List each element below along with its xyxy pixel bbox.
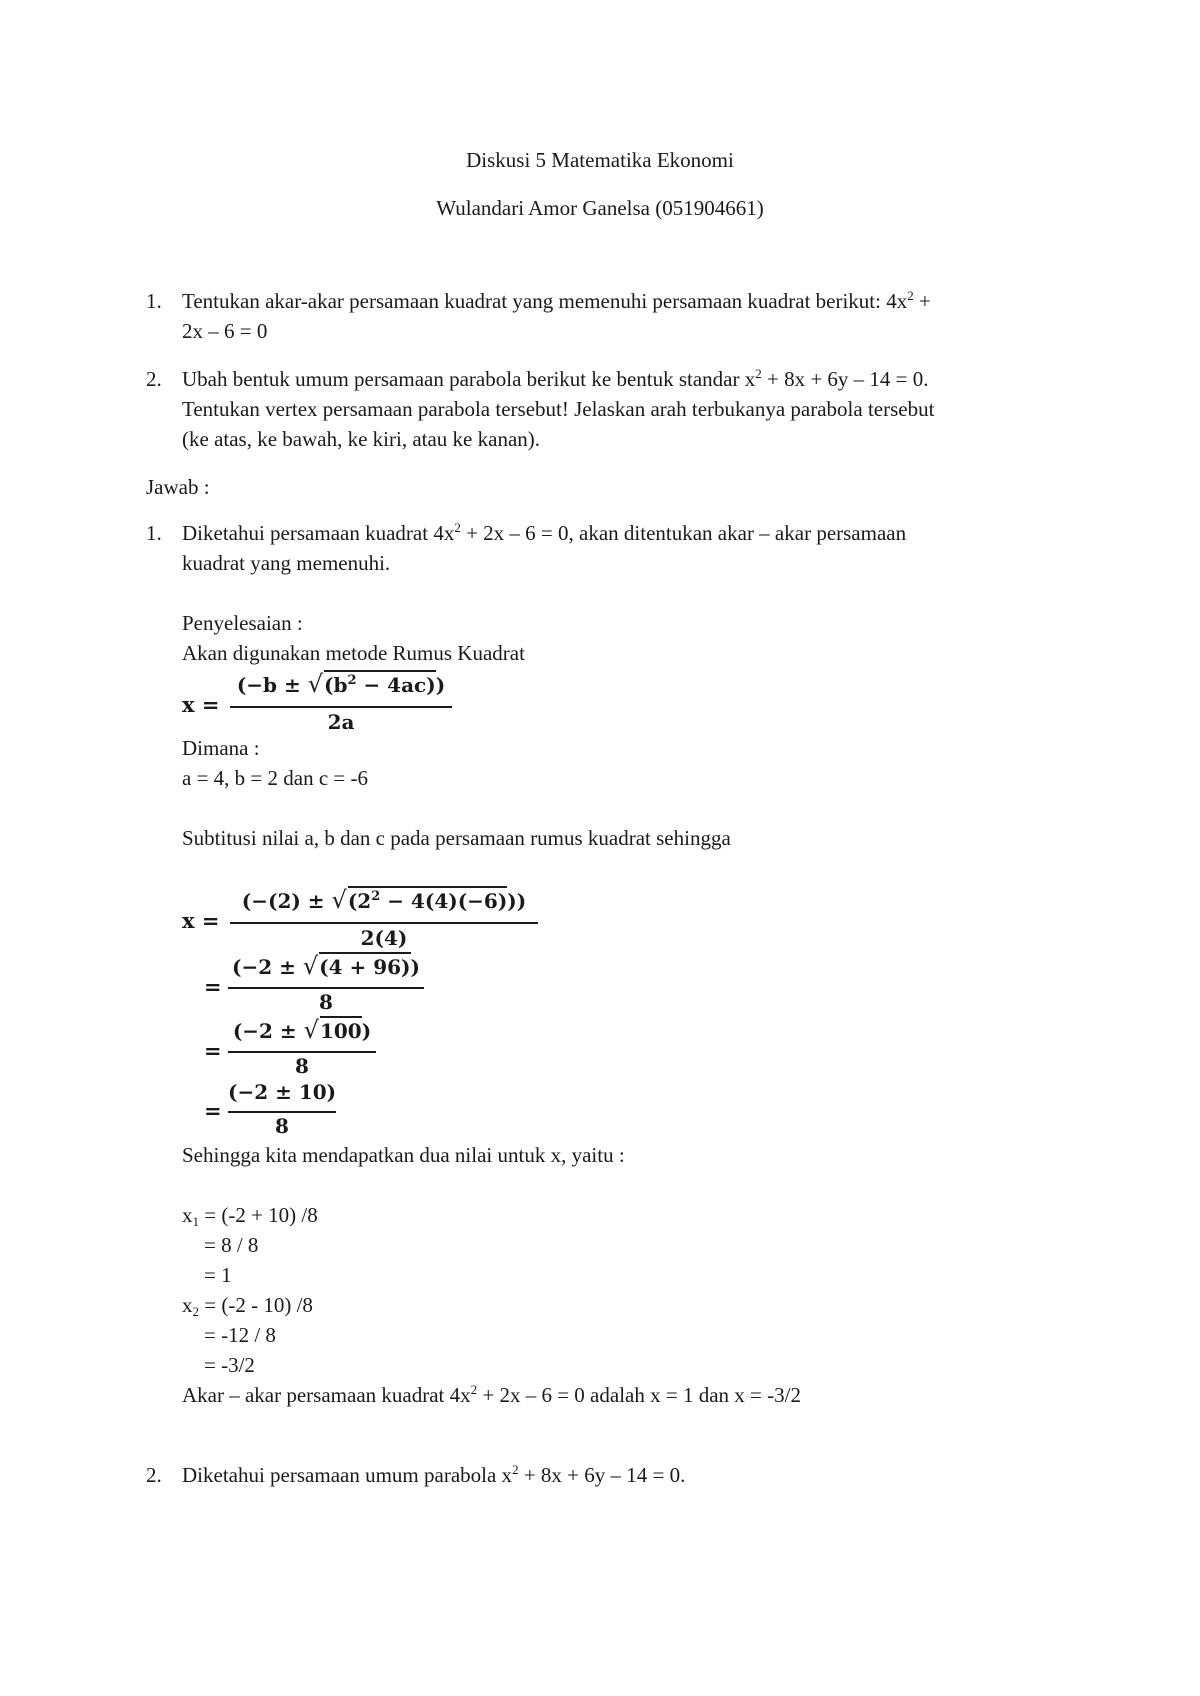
step-2-numerator: (−2 ± √(4 + 96)) <box>232 952 420 980</box>
step-3-numerator: (−2 ± √100) <box>232 1016 372 1044</box>
answer-1-line-1: Diketahui persamaan kuadrat $4x^2 + 2x - 6 = 0$, akan ditentukan akar – akar persamaan <box>182 520 907 545</box>
substitution-text: Subtitusi nilai a, b dan c pada persamaan rumus kuadrat sehingga <box>182 826 731 850</box>
question-2-number: 2. <box>146 367 162 391</box>
x2-line-3: = -3/2 <box>204 1353 255 1377</box>
question-2-line-2: Tentukan vertex persamaan parabola tersebut! Jelaskan arah terbukanya parabola tersebut <box>182 397 935 421</box>
step-3-equals: = <box>204 1038 222 1063</box>
step-2-denominator: 8 <box>319 990 333 1014</box>
substitution-step-1 <box>230 886 538 952</box>
document-author: Wulandari Amor Ganelsa (051904661) <box>436 196 764 220</box>
step-4-numerator: (−2 ± 10) <box>228 1080 337 1104</box>
answer-2-line-1: Diketahui persamaan umum parabola $x^2 + 8x + 6y - 14 = 0$. <box>182 1462 686 1487</box>
formula-numerator: $(-b \pm √(b^2 - 4ac))$ <box>236 670 446 698</box>
formula-fraction-bar <box>230 706 452 708</box>
answer-2-number: 2. <box>146 1463 162 1487</box>
step-3-denominator: 8 <box>295 1054 309 1078</box>
question-2-line-1: Ubah bentuk umum persamaan parabola berikut ke bentuk standar $x^2 + 8x + 6y - 14 = 0$. <box>182 366 929 391</box>
result-intro: Sehingga kita mendapatkan dua nilai untuk x, yaitu : <box>182 1143 625 1167</box>
x1-line-1: $x_1 = (-2 + 10)$ /8 <box>182 1203 318 1229</box>
step-1-fraction-bar <box>230 922 538 924</box>
step-1-numerator: $(-(2) \pm √(2^2 - 4(4)(-6)))$ <box>241 886 527 914</box>
answer-heading: Jawab : <box>146 475 210 499</box>
question-2-line-3: (ke atas, ke bawah, ke kiri, atau ke kanan). <box>182 427 541 451</box>
dimana-label: Dimana : <box>182 736 260 760</box>
formula-denominator: 2a <box>327 710 355 734</box>
substitution-step-3 <box>228 1016 376 1080</box>
answer-1-number: 1. <box>146 521 162 545</box>
step-4-equals: = <box>204 1098 222 1123</box>
formula-x-equals: x = <box>182 692 220 717</box>
x1-line-2: = 8 / 8 <box>204 1233 259 1257</box>
answer-1-line-2: kuadrat yang memenuhi. <box>182 551 391 575</box>
step-2-fraction-bar <box>228 987 424 989</box>
substitution-step-4 <box>228 1080 336 1140</box>
question-1-number: 1. <box>146 289 162 313</box>
step-3-fraction-bar <box>228 1051 376 1053</box>
step-4-fraction-bar <box>228 1111 336 1113</box>
step-1-denominator: 2(4) <box>360 926 408 950</box>
x2-line-2: = -12 / 8 <box>204 1323 276 1347</box>
substitution-step-2 <box>228 952 424 1016</box>
document-title: Diskusi 5 Matematika Ekonomi <box>466 148 734 172</box>
step-2-equals: = <box>204 974 222 999</box>
question-1-line-1: Tentukan akar-akar persamaan kuadrat yang memenuhi persamaan kuadrat berikut: $4x^2$ + <box>182 288 931 313</box>
coefficient-values: a = 4, b = 2 dan c = -6 <box>182 766 368 790</box>
roots-conclusion: Akar – akar persamaan kuadrat $4x^2 + 2x - 6 = 0$ adalah x = 1 dan x = -3/2 <box>182 1382 801 1407</box>
x1-line-3: = 1 <box>204 1263 232 1287</box>
method-text: Akan digunakan metode Rumus Kuadrat <box>182 641 525 665</box>
quadratic-formula <box>230 670 452 736</box>
step-4-denominator: 8 <box>275 1114 289 1138</box>
x2-line-1: $x_2 = (-2 - 10)$ /8 <box>182 1293 313 1319</box>
penyelesaian-label: Penyelesaian : <box>182 611 303 635</box>
step-1-x-equals: x = <box>182 908 220 933</box>
question-1-line-2: 2x – 6 = 0 <box>182 319 268 343</box>
